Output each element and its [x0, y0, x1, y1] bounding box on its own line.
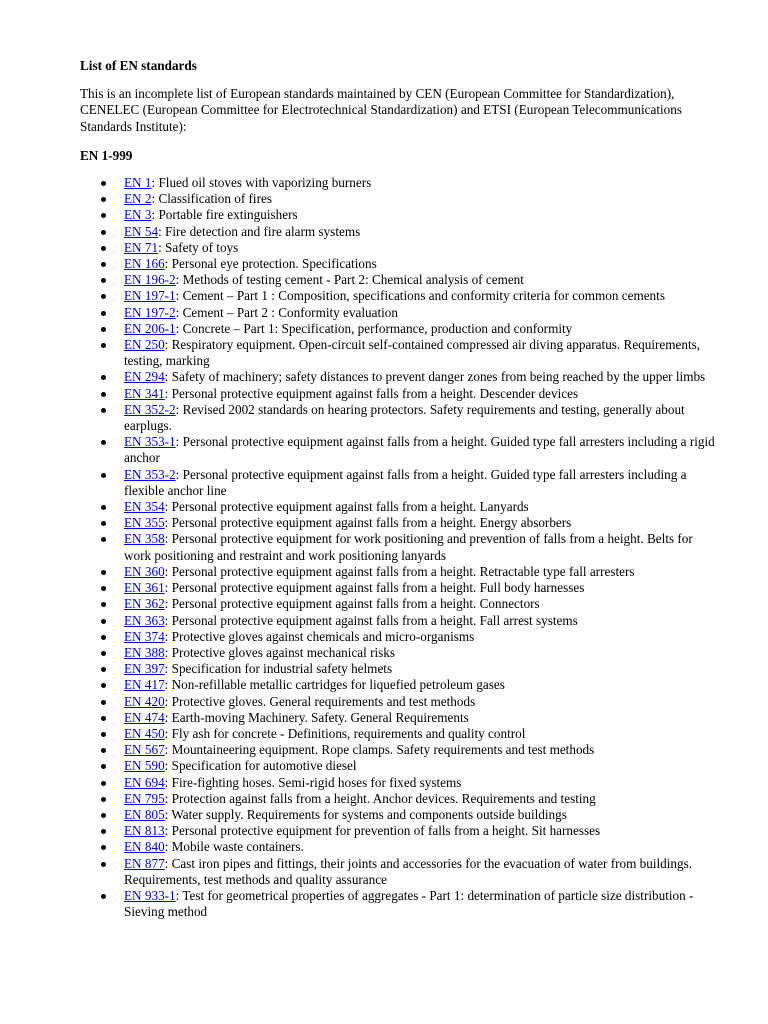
standard-description: : Protective gloves. General requirements and test methods — [164, 693, 476, 709]
bullet-icon — [101, 262, 106, 267]
standard-link[interactable]: EN 354 — [124, 499, 165, 515]
standards-list — [80, 175, 720, 920]
standard-description: : Protective gloves against chemicals and micro-organisms — [164, 628, 475, 644]
standard-description: : Safety of toys — [158, 239, 239, 255]
standard-description: : Cement – Part 1 : Composition, specifications and conformity criteria for common cements — [175, 288, 665, 304]
standard-description: : Non-refillable metallic cartridges for liquefied petroleum gases — [164, 677, 505, 693]
standard-link[interactable]: EN 54 — [124, 223, 159, 239]
standard-link[interactable]: EN 3 — [124, 207, 152, 223]
bullet-icon — [101, 197, 106, 202]
bullet-icon — [101, 748, 106, 753]
bullet-icon — [101, 732, 106, 737]
page-title: List of EN standards — [80, 58, 197, 73]
standard-description: : Earth-moving Machinery. Safety. General Requirements — [164, 709, 469, 725]
standard-description: : Personal protective equipment against falls from a height. Fall arrest systems — [164, 612, 578, 628]
standard-description: : Cement – Part 2 : Conformity evaluation — [175, 304, 398, 320]
bullet-icon — [101, 683, 106, 688]
standard-description: : Revised 2002 standards on hearing protectors. Safety requirements and testing, generally about earplugs. — [124, 401, 685, 434]
standard-link[interactable]: EN 813 — [124, 823, 165, 839]
standard-description: : Mobile waste containers. — [164, 839, 304, 855]
standard-description: : Personal protective equipment for work positioning and prevention of falls from a height. Belts for work positioning and restraint and work positioning lanyards — [124, 531, 693, 563]
bullet-icon — [101, 781, 106, 786]
standard-description: : Safety of machinery; safety distances to prevent danger zones from being reached by the upper limbs — [164, 369, 706, 385]
list-item — [80, 224, 720, 240]
bullet-icon — [101, 311, 106, 316]
bullet-icon — [101, 894, 106, 899]
standard-link[interactable]: EN 567 — [124, 742, 165, 758]
bullet-icon — [101, 505, 106, 510]
standard-link[interactable]: EN 353-2 — [124, 466, 176, 482]
standard-description: : Fly ash for concrete - Definitions, requirements and quality control — [164, 725, 526, 741]
standard-link[interactable]: EN 341 — [124, 385, 165, 401]
list-item — [80, 256, 720, 272]
list-item — [80, 775, 720, 791]
standard-link[interactable]: EN 877 — [124, 855, 165, 871]
standard-link[interactable]: EN 206-1 — [124, 320, 176, 336]
standard-description: : Portable fire extinguishers — [151, 207, 298, 223]
standard-link[interactable]: EN 1 — [124, 175, 152, 191]
bullet-icon — [101, 602, 106, 607]
section-heading: EN 1-999 — [80, 147, 133, 163]
standard-description: : Personal protective equipment against falls from a height. Lanyards — [164, 499, 529, 515]
standard-description: : Methods of testing cement - Part 2: Chemical analysis of cement — [175, 272, 524, 288]
bullet-icon — [101, 829, 106, 834]
standard-description: : Personal protective equipment against falls from a height. Retractable type fall arresters — [164, 563, 635, 579]
bullet-icon — [101, 278, 106, 283]
standard-link[interactable]: EN 71 — [124, 239, 159, 255]
standard-description: : Specification for industrial safety helmets — [164, 661, 393, 677]
list-item — [80, 629, 720, 645]
standard-description: : Concrete – Part 1: Specification, performance, production and conformity — [175, 320, 573, 336]
standard-link[interactable]: EN 294 — [124, 369, 165, 385]
standard-link[interactable]: EN 166 — [124, 256, 165, 272]
standard-description: : Protective gloves against mechanical risks — [164, 644, 396, 660]
standard-description: : Personal eye protection. Specifications — [164, 256, 377, 272]
list-item — [80, 839, 720, 855]
standard-description: : Personal protective equipment against falls from a height. Connectors — [164, 596, 540, 612]
standard-description: : Personal protective equipment against falls from a height. Guided type fall arresters including a rigid anchor — [124, 434, 715, 466]
standard-description: : Personal protective equipment against falls from a height. Guided type fall arresters including a flexible anchor line — [124, 466, 687, 498]
standard-link[interactable]: EN 250 — [124, 337, 165, 353]
list-item — [80, 661, 720, 677]
list-item — [80, 499, 720, 515]
list-item — [80, 240, 720, 256]
standard-description: : Classification of fires — [151, 191, 272, 207]
list-item — [80, 726, 720, 742]
standard-description: : Personal protective equipment for prevention of falls from a height. Sit harnesses — [164, 823, 601, 839]
bullet-icon — [101, 294, 106, 299]
bullet-icon — [101, 619, 106, 624]
list-item — [80, 288, 720, 304]
standard-description: : Test for geometrical properties of aggregates - Part 1: determination of particle size distribution - Sieving method — [124, 887, 694, 920]
standard-link[interactable]: EN 840 — [124, 839, 165, 855]
list-item — [80, 207, 720, 223]
intro-paragraph: This is an incomplete list of European standards maintained by CEN (European Committee for Standardization), CENELEC (European Committee for Electrotechnical Standardization) and ETSI (European Telecommunications Standards Institute): — [80, 86, 682, 134]
list-item — [80, 369, 720, 385]
bullet-icon — [101, 813, 106, 818]
standard-link[interactable]: EN 805 — [124, 806, 165, 822]
list-item — [80, 515, 720, 531]
standard-link[interactable]: EN 196-2 — [124, 272, 176, 288]
list-item — [80, 742, 720, 758]
list-item — [80, 467, 720, 499]
standard-description: : Cast iron pipes and fittings, their joints and accessories for the evacuation of water from buildings. Requirements, test methods and quality assurance — [124, 855, 693, 887]
standard-description: : Personal protective equipment against falls from a height. Energy absorbers — [164, 515, 572, 531]
standard-description: : Fire-fighting hoses. Semi-rigid hoses for fixed systems — [164, 774, 462, 790]
standard-link[interactable]: EN 361 — [124, 580, 165, 596]
standard-link[interactable]: EN 420 — [124, 693, 165, 709]
standard-link[interactable]: EN 2 — [124, 191, 152, 207]
bullet-icon — [101, 716, 106, 721]
bullet-icon — [101, 230, 106, 235]
standard-link[interactable]: EN 363 — [124, 612, 165, 628]
standard-link[interactable]: EN 397 — [124, 661, 165, 677]
list-item — [80, 531, 720, 563]
bullet-icon — [101, 521, 106, 526]
list-item — [80, 580, 720, 596]
list-item — [80, 191, 720, 207]
standard-description: : Personal protective equipment against falls from a height. Descender devices — [164, 385, 579, 401]
list-item — [80, 305, 720, 321]
standard-link[interactable]: EN 355 — [124, 515, 165, 531]
bullet-icon — [101, 327, 106, 332]
list-item — [80, 710, 720, 726]
list-item — [80, 856, 720, 888]
standard-link[interactable]: EN 197-1 — [124, 288, 176, 304]
bullet-icon — [101, 667, 106, 672]
list-item — [80, 694, 720, 710]
list-item — [80, 791, 720, 807]
standard-description: : Water supply. Requirements for systems and components outside buildings — [164, 806, 567, 822]
bullet-icon — [101, 343, 106, 348]
standard-link[interactable]: EN 360 — [124, 563, 165, 579]
bullet-icon — [101, 586, 106, 591]
bullet-icon — [101, 862, 106, 867]
standard-link[interactable]: EN 694 — [124, 774, 165, 790]
standard-description: : Respiratory equipment. Open-circuit self-contained compressed air diving apparatus. Requirements, testing, marking — [124, 337, 701, 369]
list-item — [80, 434, 720, 466]
standard-link[interactable]: EN 388 — [124, 644, 165, 660]
bullet-icon — [101, 392, 106, 397]
bullet-icon — [101, 246, 106, 251]
bullet-icon — [101, 700, 106, 705]
bullet-icon — [101, 651, 106, 656]
standard-description: : Specification for automotive diesel — [164, 758, 357, 774]
standard-link[interactable]: EN 795 — [124, 790, 165, 806]
bullet-icon — [101, 213, 106, 218]
standard-description: : Mountaineering equipment. Rope clamps. Safety requirements and test methods — [164, 742, 595, 758]
document-page — [80, 58, 720, 920]
bullet-icon — [101, 845, 106, 850]
standard-link[interactable]: EN 362 — [124, 596, 165, 612]
standard-link[interactable]: EN 474 — [124, 709, 165, 725]
bullet-icon — [101, 473, 106, 478]
standard-description: : Personal protective equipment against falls from a height. Full body harnesses — [164, 580, 585, 596]
standard-link[interactable]: EN 374 — [124, 628, 165, 644]
standard-link[interactable]: EN 358 — [124, 531, 165, 547]
bullet-icon — [101, 764, 106, 769]
bullet-icon — [101, 440, 106, 445]
list-item — [80, 272, 720, 288]
bullet-icon — [101, 375, 106, 380]
standard-link[interactable]: EN 590 — [124, 758, 165, 774]
list-item — [80, 613, 720, 629]
standard-link[interactable]: EN 353-1 — [124, 434, 176, 450]
list-item — [80, 758, 720, 774]
standard-link[interactable]: EN 450 — [124, 725, 165, 741]
bullet-icon — [101, 570, 106, 575]
list-item — [80, 321, 720, 337]
standard-description: : Fire detection and fire alarm systems — [158, 223, 361, 239]
list-item — [80, 337, 720, 369]
standard-description: : Protection against falls from a height. Anchor devices. Requirements and testing — [164, 790, 596, 806]
standard-link[interactable]: EN 933-1 — [124, 887, 176, 903]
list-item — [80, 677, 720, 693]
bullet-icon — [101, 797, 106, 802]
list-item — [80, 645, 720, 661]
bullet-icon — [101, 635, 106, 640]
list-item — [80, 823, 720, 839]
standard-link[interactable]: EN 197-2 — [124, 304, 176, 320]
standard-link[interactable]: EN 352-2 — [124, 401, 176, 417]
list-item — [80, 175, 720, 191]
list-item — [80, 888, 720, 920]
list-item — [80, 564, 720, 580]
bullet-icon — [101, 537, 106, 542]
bullet-icon — [101, 181, 106, 186]
list-item — [80, 807, 720, 823]
bullet-icon — [101, 408, 106, 413]
list-item — [80, 596, 720, 612]
list-item — [80, 402, 720, 434]
list-item — [80, 386, 720, 402]
standard-link[interactable]: EN 417 — [124, 677, 165, 693]
standard-description: : Flued oil stoves with vaporizing burners — [151, 175, 372, 191]
